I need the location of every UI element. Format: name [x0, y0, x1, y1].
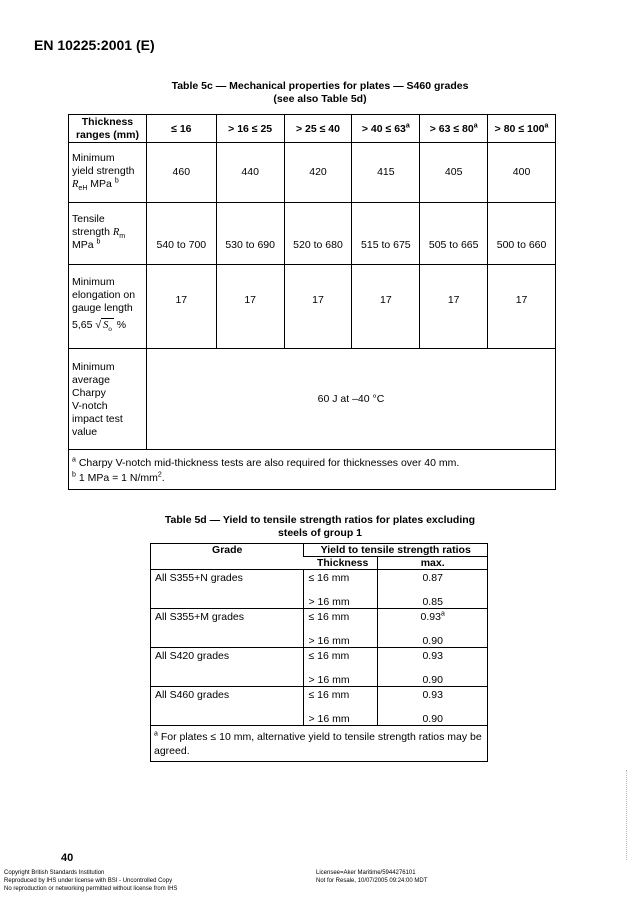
footnote-a: $^a$ Charpy V-notch mid-thickness tests are also required for thicknesses over 40 mm. — [72, 456, 460, 469]
grade-group-row — [151, 570, 488, 609]
grade-group-row — [151, 648, 488, 687]
tensile-value: 540 to 700 — [146, 203, 216, 265]
tensile-value: 500 to 660 — [488, 203, 556, 265]
yield-value: 420 — [284, 143, 352, 203]
elongation-value: 17 — [146, 265, 216, 349]
max-ratio-cell: 0.87 0.85 — [378, 570, 488, 609]
max-ratio-cell: 0.93$^a$ 0.90 — [378, 609, 488, 648]
elongation-value: 17 — [420, 265, 488, 349]
grade-name: All S355+N grades — [151, 570, 304, 609]
charpy-label: Minimum average Charpy V-notch impact test value — [69, 349, 147, 450]
document-header: EN 10225:2001 (E) — [34, 37, 155, 53]
thickness-cell: ≤ 16 mm > 16 mm — [304, 648, 378, 687]
thickness-cell: ≤ 16 mm > 16 mm — [304, 609, 378, 648]
ratio-header: Yield to tensile strength ratios — [304, 544, 488, 557]
grade-header: Grade — [151, 544, 304, 570]
yield-strength-row — [69, 143, 556, 203]
margin-watermark — [626, 770, 629, 860]
col-header-4: > $40 \le 63^a$ — [352, 115, 420, 143]
table-5d-caption-line2: steels of group 1 — [277, 527, 362, 539]
table-5c — [68, 114, 556, 490]
table-5c-caption — [160, 80, 480, 106]
table-5c-caption-line1: Table 5c — Mechanical properties for plates — S460 grades — [171, 80, 469, 92]
max-header: max. — [378, 557, 488, 570]
thickness-cell: ≤ 16 mm > 16 mm — [304, 687, 378, 726]
elongation-value: 17 — [284, 265, 352, 349]
tensile-value: 515 to 675 — [352, 203, 420, 265]
grade-name: All S460 grades — [151, 687, 304, 726]
footer-license: Licensee=Aker Maritime/5944276101 Not for Resale, 10/07/2005 09:24:00 MDT — [316, 870, 428, 884]
yield-strength-label: Minimum yield strength $R_{eH}$ MPa $^b$ — [69, 143, 147, 203]
tensile-value: 505 to 665 — [420, 203, 488, 265]
thickness-header: Thickness — [304, 557, 378, 570]
footer-copyright: Copyright British Standards Institution Reproduced by IHS under license with BSI - Uncontrolled Copy No reproduction or networking permitted without license from IHS — [4, 870, 178, 892]
table-5d-footnote: $^a$ For plates ≤ 10 mm, alternative yield to tensile strength ratios may be agreed. — [154, 730, 482, 757]
thickness-cell: ≤ 16 mm > 16 mm — [304, 570, 378, 609]
charpy-row — [69, 349, 556, 450]
yield-value: 460 — [146, 143, 216, 203]
elongation-row — [69, 265, 556, 349]
table-5d-notes — [151, 726, 488, 762]
elongation-label: Minimum elongation on gauge length 5,65 √ $S_o$ % — [69, 265, 147, 349]
elongation-value: 17 — [216, 265, 284, 349]
yield-value: 440 — [216, 143, 284, 203]
tensile-strength-label: Tensile strength $R_m$ MPa $^b$ — [69, 203, 147, 265]
grade-group-row — [151, 609, 488, 648]
col-header-5: > $63 \le 80^a$ — [420, 115, 488, 143]
col-header-1: ≤ 16 — [146, 115, 216, 143]
yield-value: 405 — [420, 143, 488, 203]
col-header-2: > 16 ≤ 25 — [216, 115, 284, 143]
col-header-3: > 25 ≤ 40 — [284, 115, 352, 143]
table-5c-notes — [69, 450, 556, 490]
tensile-value: 520 to 680 — [284, 203, 352, 265]
grade-name: All S355+M grades — [151, 609, 304, 648]
table-5c-caption-line2: (see also Table 5d) — [273, 93, 367, 105]
grade-group-row — [151, 687, 488, 726]
table-5c-footnotes — [69, 450, 556, 490]
page-number: 40 — [61, 852, 74, 864]
elongation-value: 17 — [488, 265, 556, 349]
col-header-6: > $80 \le 100^a$ — [488, 115, 556, 143]
table-5d-caption-line1: Table 5d — Yield to tensile strength ratios for plates excluding — [164, 514, 476, 526]
tensile-strength-row — [69, 203, 556, 265]
table-5d-header-row-1 — [151, 544, 488, 557]
tensile-value: 530 to 690 — [216, 203, 284, 265]
yield-value: 415 — [352, 143, 420, 203]
table-5d — [150, 543, 488, 762]
table-5c-header-row — [69, 115, 556, 143]
footnote-b: $^b$ 1 MPa = 1 $N/mm^2$. — [72, 471, 165, 484]
elongation-value: 17 — [352, 265, 420, 349]
charpy-value: 60 J at –40 °C — [146, 349, 555, 450]
thickness-ranges-header: Thickness ranges (mm) — [69, 115, 147, 143]
yield-value: 400 — [488, 143, 556, 203]
table-5d-caption — [150, 514, 490, 540]
max-ratio-cell: 0.93 0.90 — [378, 687, 488, 726]
max-ratio-cell: 0.93 0.90 — [378, 648, 488, 687]
grade-name: All S420 grades — [151, 648, 304, 687]
